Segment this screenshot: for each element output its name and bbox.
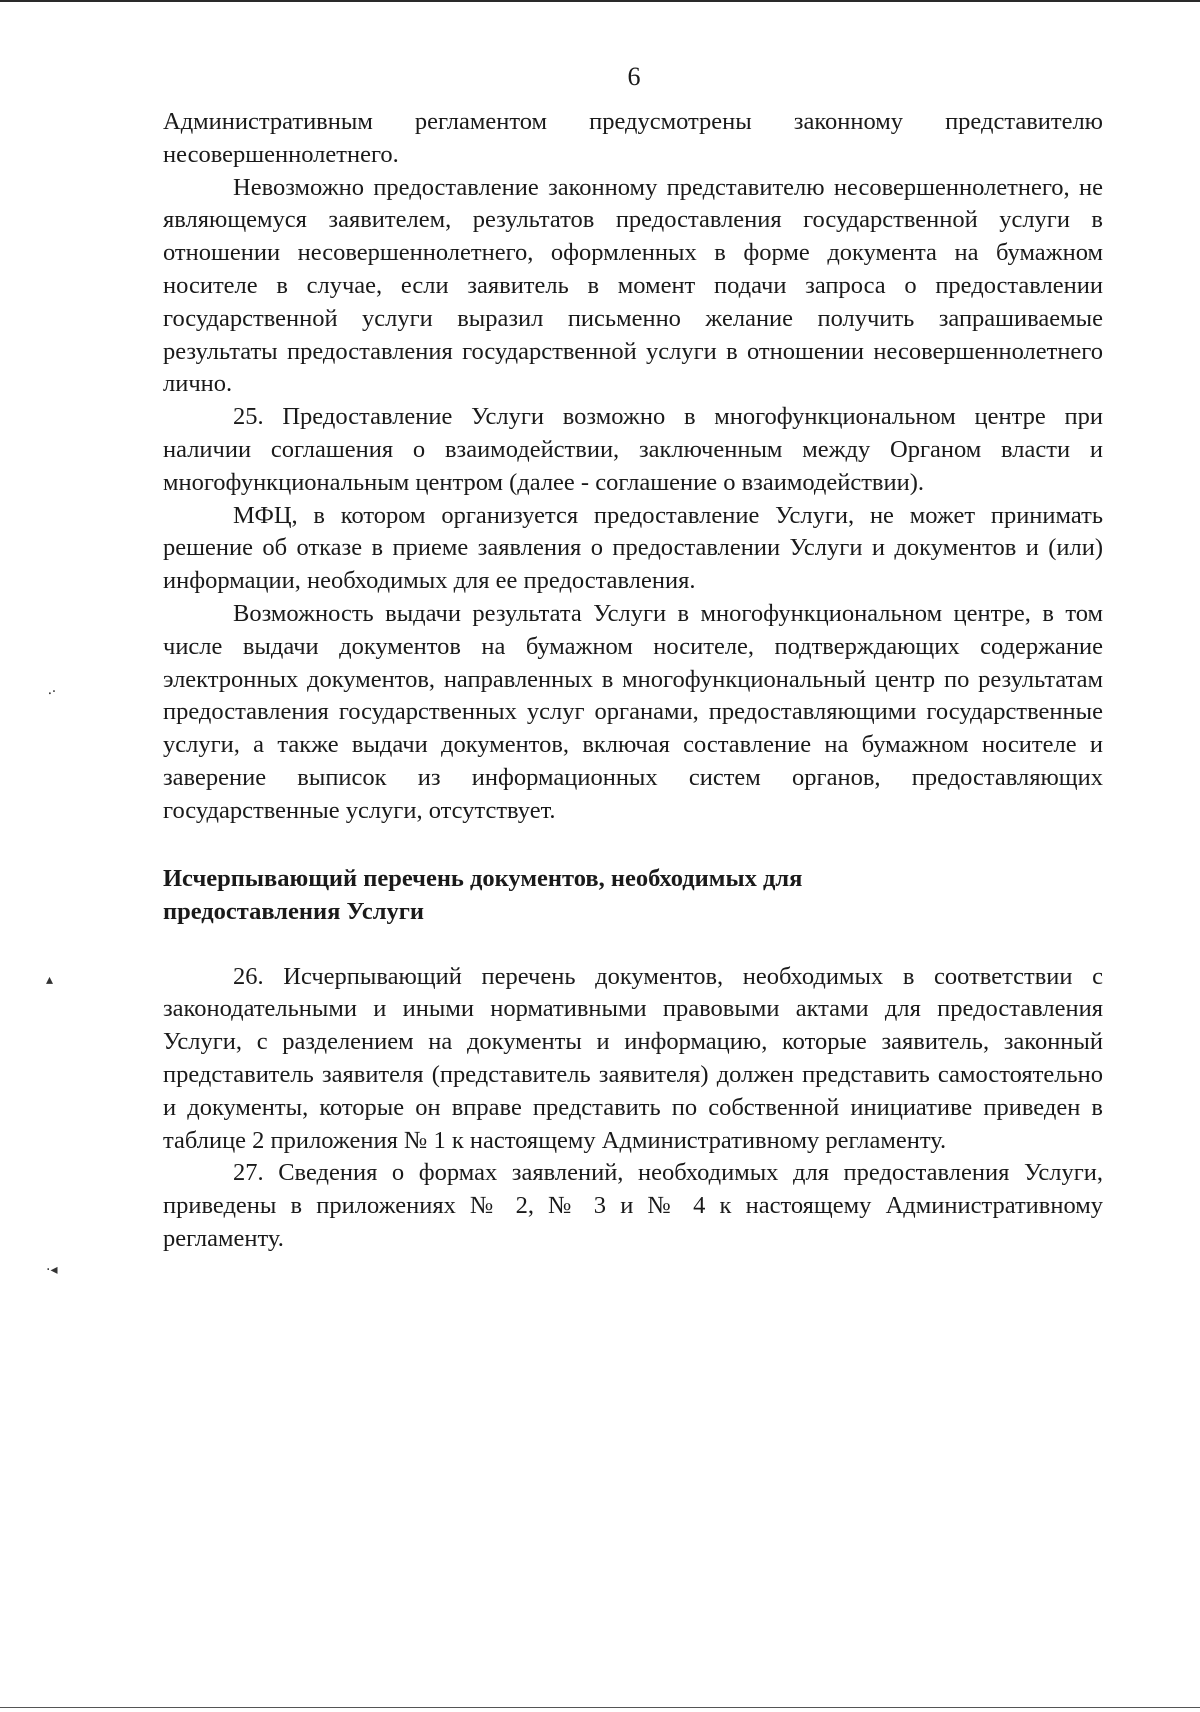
- scan-artifact-mark: ▴: [46, 972, 54, 988]
- paragraph-continuation: Административным регламентом предусмотрены законному представителю несовершеннолетнего.: [163, 108, 1103, 168]
- document-body: [163, 106, 1103, 1256]
- section-heading-line-1: Исчерпывающий перечень документов, необходимых для: [163, 864, 803, 892]
- paragraph-26: 26. Исчерпывающий перечень документов, необходимых в соответствии с законодательными и иными нормативными правовыми актами для предоставления Услуги, с разделением на документы и информацию, которые заявитель, законный представитель заявителя (представитель заявителя) должен представить самостоятельно и документы, которые он вправе представить по собственной инициативе приведен в таблице 2 приложения № 1 к настоящему Административному регламенту.: [163, 962, 1103, 1154]
- scan-edge-top: [0, 0, 1200, 2]
- scan-artifact-mark: ·◂: [46, 1262, 58, 1278]
- page-number: 6: [627, 62, 641, 91]
- paragraph-27: 27. Сведения о формах заявлений, необходимых для предоставления Услуги, приведены в приложениях № 2, № 3 и № 4 к настоящему Административному регламенту.: [163, 1159, 1103, 1252]
- scan-artifact-mark: ⸳·: [48, 684, 57, 700]
- scan-edge-bottom: [0, 1707, 1200, 1708]
- paragraph-minor-representative: Невозможно предоставление законному представителю несовершеннолетнего, не являющемуся заявителем, результатов предоставления государственной услуги в отношении несовершеннолетнего, оформленных в форме документа на бумажном носителе в случае, если заявитель в момент подачи запроса о предоставлении государственной услуги выразил письменно желание получить запрашиваемые результаты предоставления государственной услуги в отношении несовершеннолетнего лично.: [163, 173, 1103, 398]
- section-heading-line-2: предоставления Услуги: [163, 897, 424, 925]
- paragraph-result-issuance: Возможность выдачи результата Услуги в многофункциональном центре, в том числе выдачи документов на бумажном носителе, подтверждающих содержание электронных документов, направленных в многофункциональный центр по результатам предоставления государственных услуг органами, предоставляющими государственные услуги, а также выдачи документов, включая составление на бумажном носителе и заверение выписок из информационных систем органов, предоставляющих государственные услуги, отсутствует.: [163, 599, 1103, 824]
- paragraph-25: 25. Предоставление Услуги возможно в многофункциональном центре при наличии соглашения о взаимодействии, заключенным между Органом власти и многофункциональным центром (далее - соглашение о взаимодействии).: [163, 403, 1103, 496]
- section-heading: [163, 862, 1103, 928]
- paragraph-mfc-refusal: МФЦ, в котором организуется предоставление Услуги, не может принимать решение об отказе в приеме заявления о предоставлении Услуги и документов и (или) информации, необходимых для ее предоставления.: [163, 501, 1103, 595]
